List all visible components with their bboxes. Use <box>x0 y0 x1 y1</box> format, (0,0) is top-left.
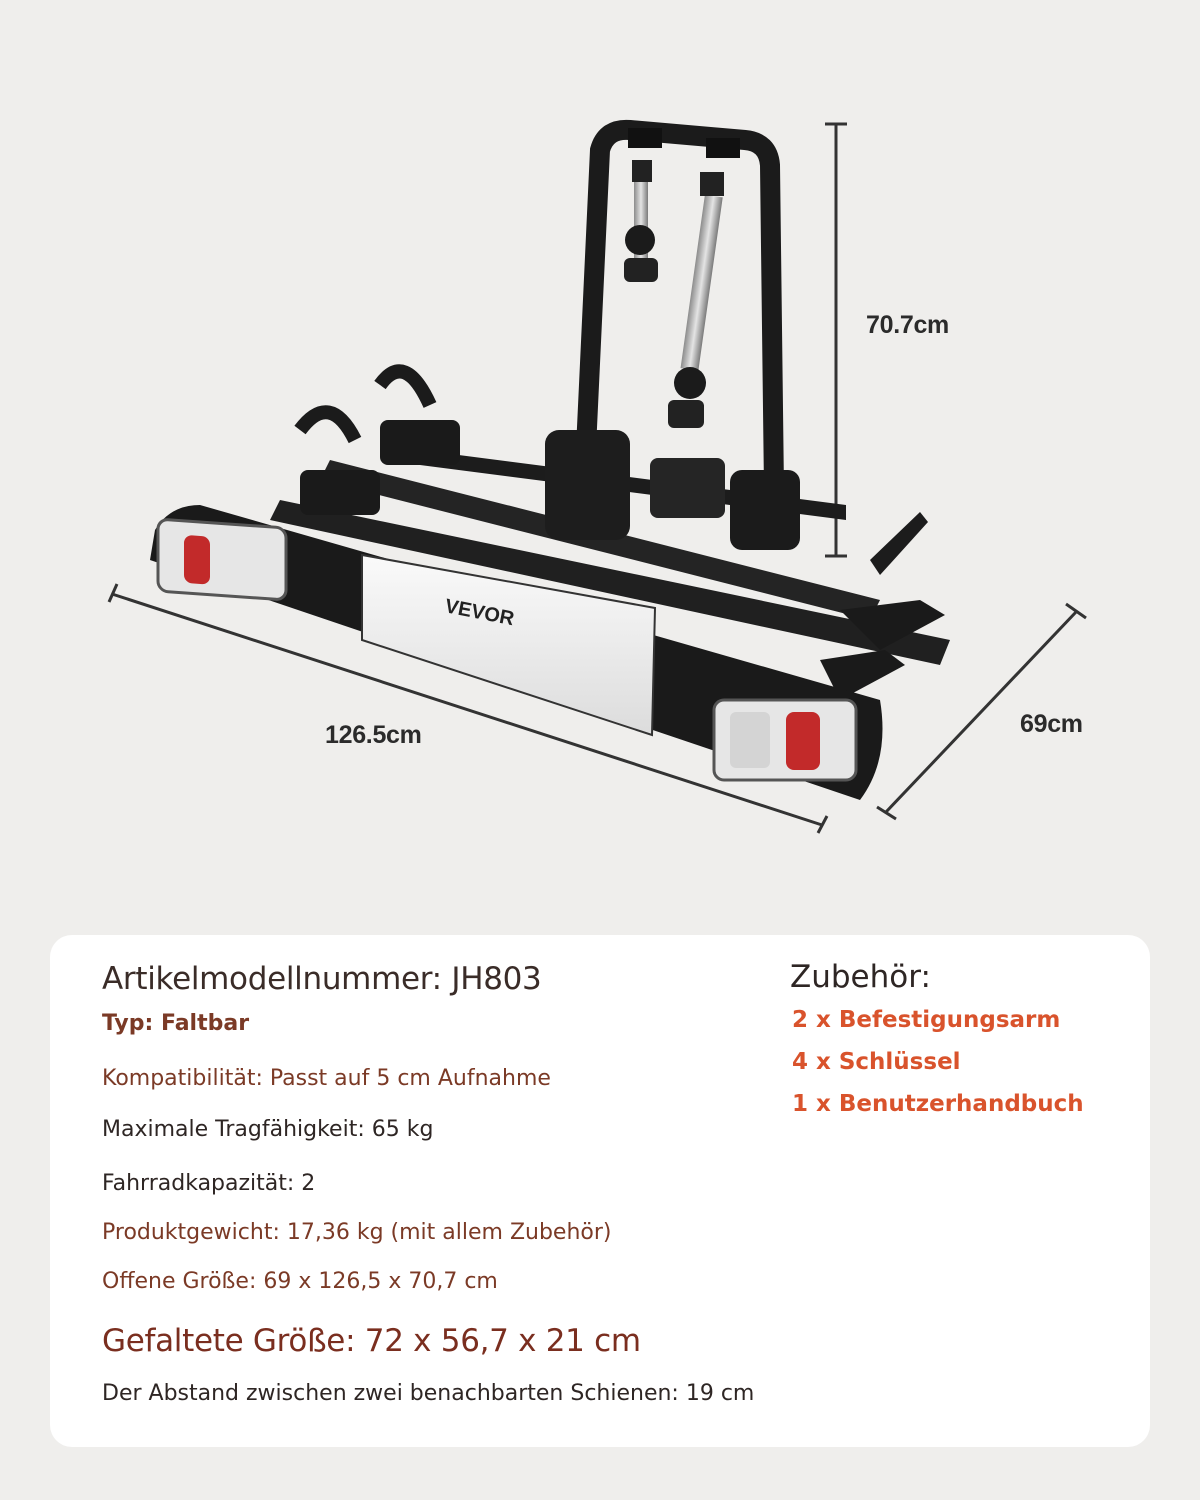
length-dimension-label: 126.5cm <box>325 721 422 749</box>
accessory-item: 2 x Befestigungsarm <box>792 1007 1061 1033</box>
accessory-item: 4 x Schlüssel <box>792 1049 961 1075</box>
max-load-label: Maximale Tragfähigkeit: <box>102 1117 372 1142</box>
model-number-label: Artikelmodellnummer: <box>102 961 452 997</box>
height-dimension-line <box>825 124 847 556</box>
product-weight-label: Produktgewicht: <box>102 1220 287 1245</box>
open-size-line <box>102 1269 498 1294</box>
product-weight-line <box>102 1220 612 1245</box>
bike-capacity-label: Fahrradkapazität: <box>102 1171 302 1196</box>
rail-distance-line <box>102 1381 754 1406</box>
accessories-title: Zubehör: <box>790 959 931 995</box>
depth-dimension-label: 69cm <box>1020 710 1083 738</box>
type-line <box>102 1011 249 1036</box>
height-dimension-label: 70.7cm <box>866 311 949 339</box>
folded-size-line <box>102 1323 641 1359</box>
bike-capacity-value: 2 <box>301 1171 316 1196</box>
silver-arm-right <box>681 195 723 371</box>
tail-light-left <box>158 519 286 600</box>
bike-capacity-line <box>102 1171 315 1196</box>
model-number-line <box>102 961 541 997</box>
folded-size-label: Gefaltete Größe: <box>102 1323 365 1359</box>
type-value: Faltbar <box>160 1011 250 1036</box>
rail-distance-label: Der Abstand zwischen zwei benachbarten Schienen: <box>102 1381 686 1406</box>
spec-card <box>50 935 1150 1447</box>
compatibility-line <box>102 1066 551 1091</box>
compatibility-label: Kompatibilität: <box>102 1066 270 1091</box>
open-size-label: Offene Größe: <box>102 1269 264 1294</box>
max-load-line <box>102 1117 433 1142</box>
plate-logo: VEVOR <box>443 595 516 631</box>
folded-size-value: 72 x 56,7 x 21 cm <box>364 1323 641 1359</box>
model-number-value: JH803 <box>451 961 542 997</box>
compatibility-value: Passt auf 5 cm Aufnahme <box>269 1066 551 1091</box>
accessory-item: 1 x Benutzerhandbuch <box>792 1091 1084 1117</box>
product-weight-value: 17,36 kg (mit allem Zubehör) <box>286 1220 612 1245</box>
type-label: Typ: <box>102 1011 161 1036</box>
max-load-value: 65 kg <box>371 1117 434 1142</box>
open-size-value: 69 x 126,5 x 70,7 cm <box>263 1269 498 1294</box>
rail-distance-value: 19 cm <box>685 1381 755 1406</box>
